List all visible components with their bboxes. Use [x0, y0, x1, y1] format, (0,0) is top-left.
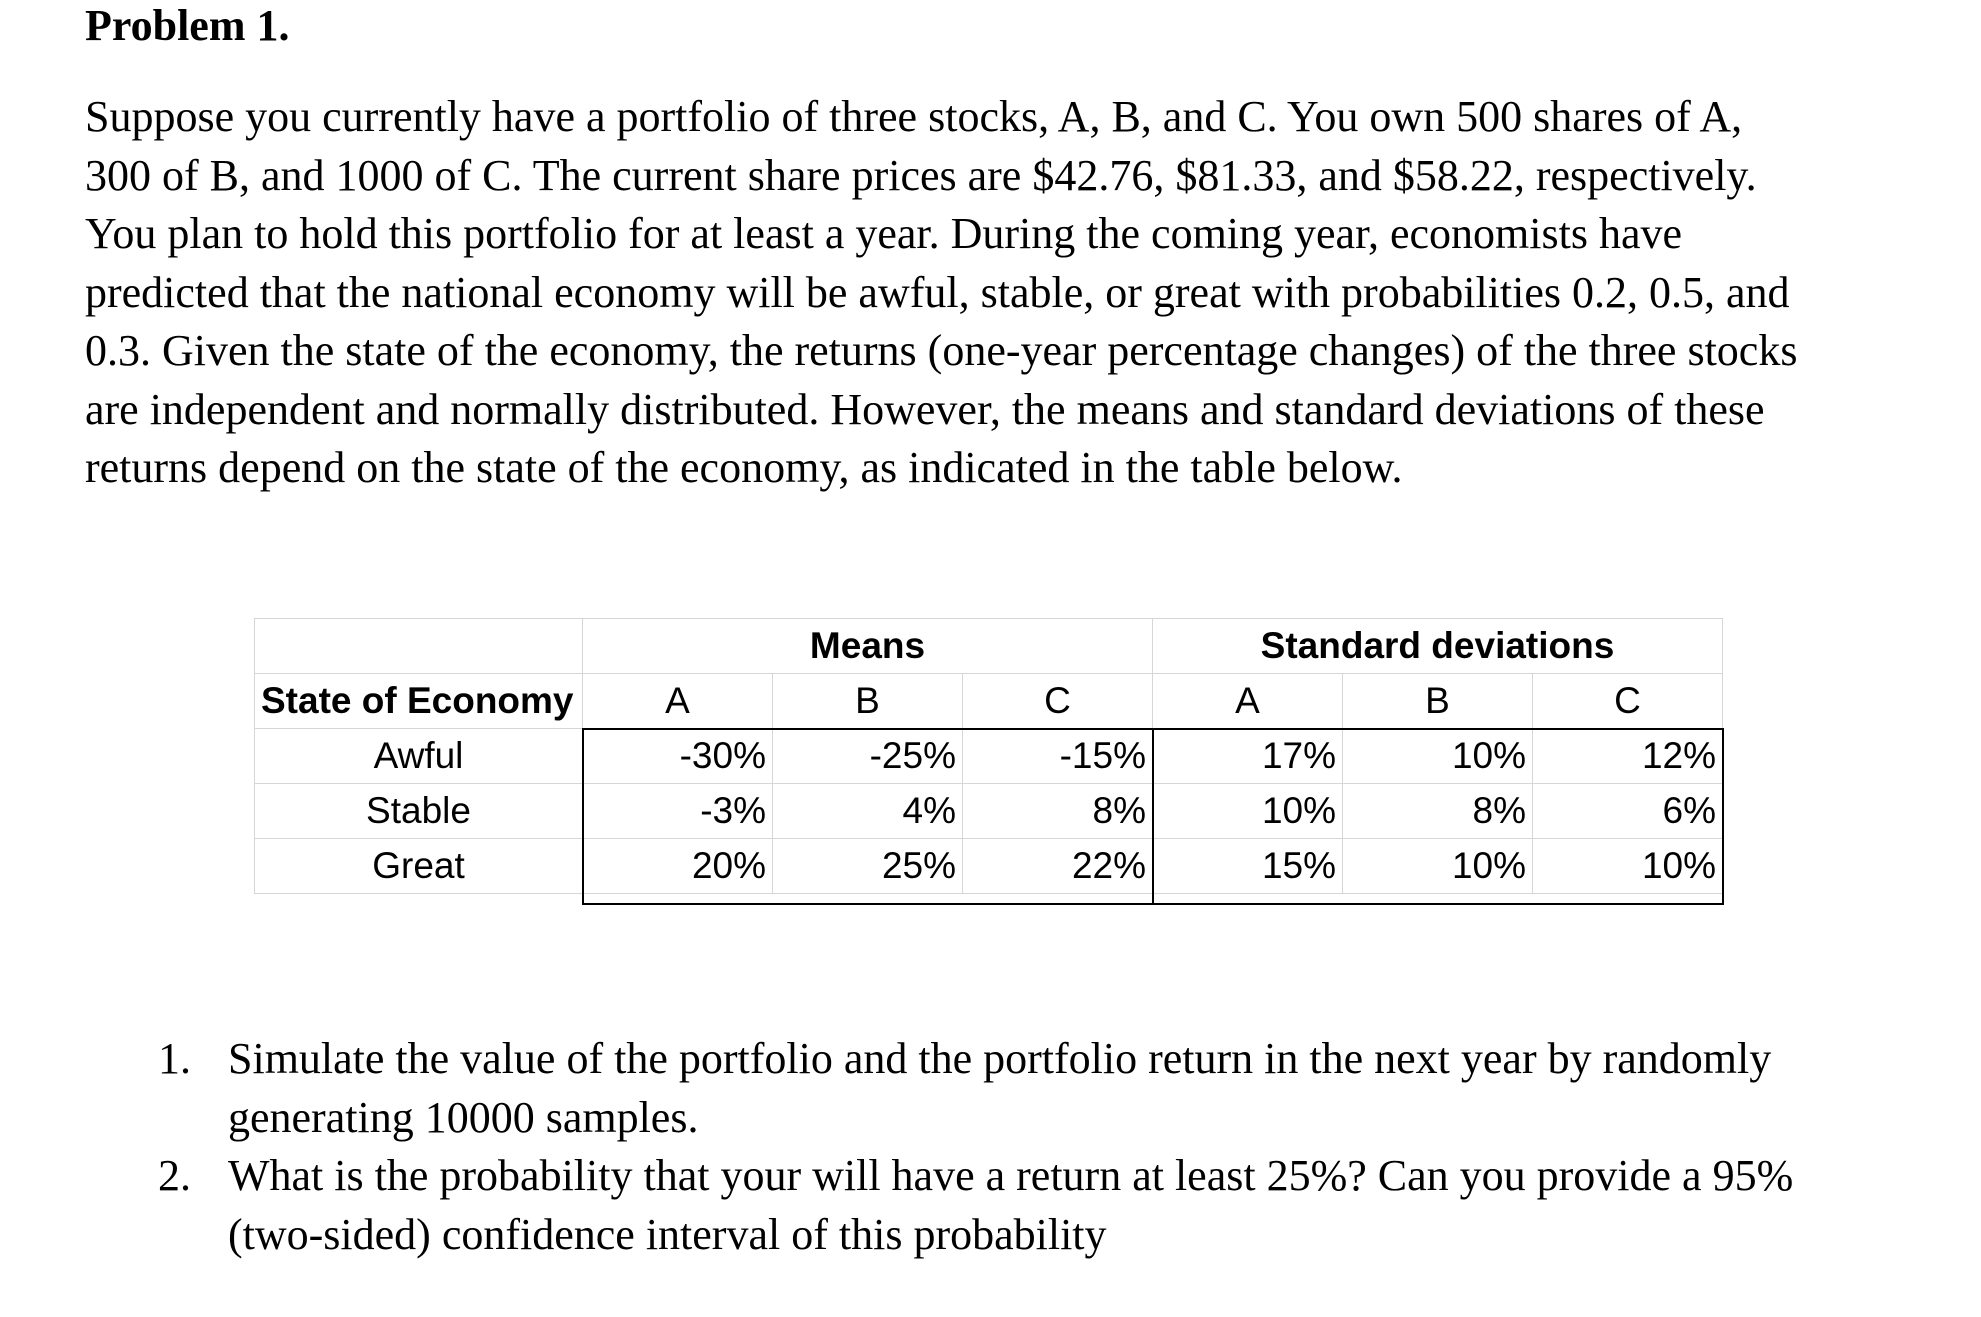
- description-line: Suppose you currently have a portfolio of three stocks, A, B, and C. You own 500 shares of A,: [85, 92, 1743, 141]
- table-cell: 6%: [1533, 784, 1723, 839]
- column-header: B: [1343, 674, 1533, 729]
- returns-table: [254, 618, 1723, 894]
- table-row: [255, 839, 1723, 894]
- problem-title: Problem 1.: [85, 1, 290, 50]
- questions-list: [140, 1030, 1940, 1264]
- table-cell: 20%: [583, 839, 773, 894]
- description-line: 300 of B, and 1000 of C. The current share prices are $42.76, $81.33, and $58.22, respectively.: [85, 150, 1757, 200]
- state-cell: Awful: [255, 729, 583, 784]
- table-cell: 10%: [1533, 839, 1723, 894]
- table-cell: 10%: [1343, 729, 1533, 784]
- table-cell: -30%: [583, 729, 773, 784]
- question-item: [140, 1147, 1940, 1264]
- description-line: You plan to hold this portfolio for at least a year. During the coming year, economists have: [85, 209, 1682, 258]
- table-cell: 15%: [1153, 839, 1343, 894]
- table-cell: -3%: [583, 784, 773, 839]
- table-row: [255, 729, 1723, 784]
- std-header: Standard deviations: [1153, 619, 1723, 674]
- table-cell: 8%: [963, 784, 1153, 839]
- question-item: [140, 1030, 1940, 1147]
- problem-description: [85, 88, 1955, 498]
- table-cell: -15%: [963, 729, 1153, 784]
- description-line: 0.3. Given the state of the economy, the returns (one-year percentage changes) of the three stocks: [85, 326, 1798, 375]
- table-row: [255, 784, 1723, 839]
- question-line: (two-sided) confidence interval of this probability: [228, 1209, 1107, 1259]
- table-cell: 4%: [773, 784, 963, 839]
- state-cell: Great: [255, 839, 583, 894]
- column-header: A: [1153, 674, 1343, 729]
- table-cell: -25%: [773, 729, 963, 784]
- table-cell: 10%: [1343, 839, 1533, 894]
- description-line: returns depend on the state of the economy, as indicated in the table below.: [85, 443, 1403, 492]
- description-line: are independent and normally distributed. However, the means and standard deviations of these: [85, 384, 1765, 434]
- question-number: 2.: [158, 1151, 191, 1200]
- question-number: 1.: [158, 1034, 191, 1083]
- state-of-economy-header: State of Economy: [255, 674, 583, 729]
- table-cell: 17%: [1153, 729, 1343, 784]
- question-line: generating 10000 samples.: [228, 1092, 699, 1142]
- table-column-header-row: [255, 674, 1723, 729]
- question-line: What is the probability that your will have a return at least 25%? Can you provide a 95%: [228, 1151, 1794, 1200]
- means-header: Means: [583, 619, 1153, 674]
- table-cell: 12%: [1533, 729, 1723, 784]
- question-line: Simulate the value of the portfolio and the portfolio return in the next year by randomly: [228, 1034, 1772, 1083]
- table-group-header-row: [255, 619, 1723, 674]
- column-header: B: [773, 674, 963, 729]
- description-line: predicted that the national economy will be awful, stable, or great with probabilities 0.2, 0.5, and: [85, 267, 1790, 317]
- column-header: C: [1533, 674, 1723, 729]
- table-cell: 22%: [963, 839, 1153, 894]
- table-empty-cell: [255, 619, 583, 674]
- column-header: C: [963, 674, 1153, 729]
- state-cell: Stable: [255, 784, 583, 839]
- column-header: A: [583, 674, 773, 729]
- table-cell: 8%: [1343, 784, 1533, 839]
- table-cell: 10%: [1153, 784, 1343, 839]
- table-cell: 25%: [773, 839, 963, 894]
